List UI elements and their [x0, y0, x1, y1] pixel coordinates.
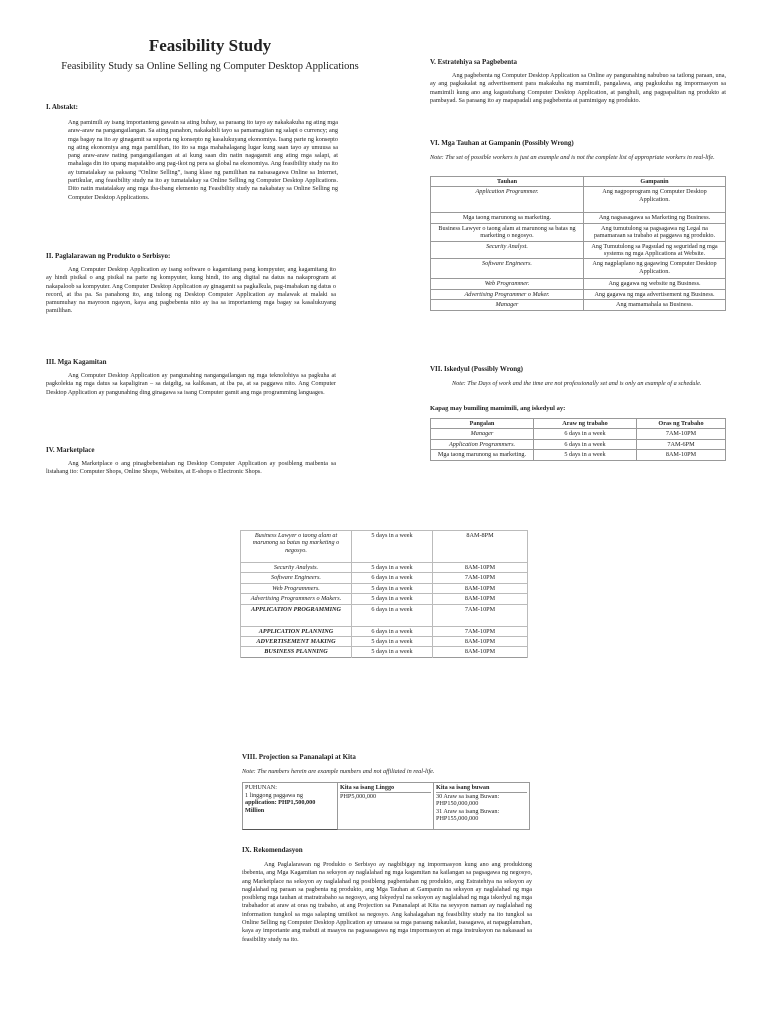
table-header: Pangalan [431, 419, 534, 429]
document-title: Feasibility Study [148, 36, 272, 55]
table-row [431, 241, 726, 259]
monthly-income-title: Kita sa isang buwan [436, 784, 527, 793]
section-1-body: Ang pamimili ay isang importanteng gawain sa ating buhay, sa paraang ito tayo ay nakakakuha ng ating mga araw-araw na pangangailangan. Sa ating panahon, nakakabili tayo sa pamamagitan ng salapi o currency; ang mga bagay na ito ay ginagamit sa suporta ng konsepto ng kasalukuyang ekonomiya. Isang parte ng konsepto ng ating ekonomiya ang mga pamilihan, ito ito sa mga mahahalagang lugar kung saan tayo ay umuusa sa pang araw-araw nating pangangailangan at ai kung saan din natin nagagamit ang ating mga salapi, at mahalaga din ito upang mapatakbo ang pag-ikot ng pera sa global na ekonomiya. Ang feasibility study na ito ay tumatalakay sa paksang “Online Selling”, isang klase ng pamilihan na naisasagawa Online sa Internet, partikular, ang feasibility study na ito ay tumatalakay sa Online Selling ng Computer Desktop Applications. Dito natin matatalakay ang mga iba-ibang elemento ng Feasibility study na nakabatay sa Online Selling ng Computer Desktop Applications. [68, 119, 338, 201]
table-cell: 7AM-6PM [637, 439, 726, 449]
table-cell: Security Analyst. [431, 241, 584, 259]
table-cell: Mga taong marunong sa marketing. [431, 450, 534, 460]
table-row [431, 279, 726, 289]
section-3-body: Ang Computer Desktop Application ay pangunahing nangangailangan ng mga teknolohiya sa pagkuha at pagkolekta ng mga datus sa kapaligiran – sa daigdig, sa kalikasan, at iba pa, at sa paggawa nito. Ang Computer Desktop Application ay pangunahing ding ginagawa sa isang Computer gamit ang mga programming languages. [46, 372, 336, 396]
table-cell: 6 days in a week [352, 604, 433, 626]
table-row [241, 594, 528, 604]
table-cell: 6 days in a week [534, 439, 637, 449]
table-cell: 6 days in a week [352, 626, 433, 636]
table-header-row [431, 419, 726, 429]
table-cell: 6 days in a week [534, 429, 637, 439]
weekly-income-value: PHP5,000,000 [340, 792, 377, 800]
table-cell: Business Lawyer o taong alam at marunong sa batas ng marketing o negosyo. [431, 223, 584, 241]
table-cell: 5 days in a week [534, 450, 637, 460]
table-cell: Advertising Programmers o Makers. [241, 594, 352, 604]
table-cell: Ang Tumutulong sa Pagsulad ng seguridad ng mga systems ng mga Applications at Website. [584, 241, 726, 259]
section-4-body: Ang Marketplace o ang pinagbebentahan ng Desktop Computer Application ay posibleng maibenta sa listahang ito: Computer Shops, Online Shops, Websites, at E-shops o Electronic Shops. [46, 460, 336, 476]
table-cell: Mga taong marunong sa marketing. [431, 213, 584, 223]
table-cell: Application Programmer. [431, 187, 584, 213]
section-7-subheading: Kapag may bumiling mamimili, ang iskedyul ay: [430, 405, 566, 412]
table-cell: 5 days in a week [352, 563, 433, 573]
monthly-income-line: PHP150,000,000 [436, 800, 479, 808]
table-row [431, 289, 726, 299]
table-header: Tauhan [431, 177, 584, 187]
table-cell: 8AM-10PM [433, 594, 528, 604]
schedule-table-continued [240, 530, 528, 658]
table-cell: 7AM-10PM [433, 604, 528, 626]
table-cell: 7AM-10PM [433, 573, 528, 583]
table-row [241, 563, 528, 573]
table-cell: Ang nagsasagawa sa Marketing ng Business. [584, 213, 726, 223]
capital-cell [242, 782, 338, 830]
table-cell: Software Engineers. [241, 573, 352, 583]
table-row [241, 583, 528, 593]
table-row [241, 647, 528, 657]
financial-table [242, 782, 530, 832]
table-cell: Ang gagawa ng website ng Business. [584, 279, 726, 289]
weekly-income-title: Kita sa isang Linggo [340, 784, 431, 793]
capital-title: PUHUNAN: [245, 784, 277, 791]
table-cell: Application Programmers. [431, 439, 534, 449]
table-row [431, 450, 726, 460]
table-cell: 5 days in a week [352, 647, 433, 657]
table-header: Oras ng Trabaho [637, 419, 726, 429]
table-row [241, 637, 528, 647]
table-cell: Ang mamamahala sa Business. [584, 300, 726, 310]
table-cell: Manager [431, 300, 584, 310]
table-cell: Advertising Programmer o Maker. [431, 289, 584, 299]
table-cell: 8AM-10PM [433, 647, 528, 657]
table-row [431, 213, 726, 223]
table-cell: 8AM-8PM [433, 531, 528, 563]
table-row [241, 626, 528, 636]
table-cell: 8AM-10PM [433, 583, 528, 593]
section-9-body: Ang Paglalarawan ng Produkto o Serbisyo ay nagbibigay ng impormasyon kung ano ang produktong ibebenta, ang Mga Kagamitan na seksyon ay naglalahad ng mga kagamitan na kailangan sa pagsagawa ng negosyo, ang Marketplace na seksyon ay naglalahad ng posibleng pagbentahan ng produkto, ang Estratehiya na seksyon ay naglalahad ng paraan sa pagbenta ng produkto, ang Mga Tauhan at Gampanin na seksyon ay naglalahad ng mga posibleng mga tauhan at matratrabaho sa negosyo, ang Iskyedyul na seksyon ay naglalahad ng mga iskedyul ng mga trabahador at araw at oras ng trabaho, at ang Projection sa Pananalapi at Kita na seysyon naman ay naglalahad ng information tungkol sa mga salaping umiikot sa negosyo. Ang kahalagahan ng feasibility study na ito tungkol sa Online Selling ng Computer Desktop Application ay umaasa sa mga paraang nakaulat, isasagawa, at napagplanuhan, kaya ay importante ang mabuti at maayos na pagsasagawa ng mga impormasyon at mga instruksyon na nakasaad sa feasibility study na ito. [242, 861, 532, 943]
section-7-note: Note: The Days of work and the time are not professionally set and is only an example of a schedule. [452, 380, 702, 387]
monthly-income-line: 31 Araw sa isang Buwan: [436, 807, 500, 815]
table-cell: Ang gagawa ng mga advertisement ng Business. [584, 289, 726, 299]
section-3-heading: III. Mga Kagamitan [46, 358, 107, 366]
table-cell: APPLICATION PROGRAMMING [241, 604, 352, 626]
weekly-income-cell [338, 782, 434, 830]
table-cell: 5 days in a week [352, 637, 433, 647]
table-cell: Manager [431, 429, 534, 439]
table-row [241, 604, 528, 626]
capital-line: 1 linggong paggawa ng [245, 791, 303, 799]
table-row [431, 429, 726, 439]
table-row [241, 573, 528, 583]
table-cell: 8AM-10PM [637, 450, 726, 460]
capital-line: Million [245, 806, 265, 814]
table-row [431, 187, 726, 213]
table-cell: Security Analysts. [241, 563, 352, 573]
section-2-body: Ang Computer Desktop Application ay isang software o kagamitang pang kompyuter, ang kagamitang ito ay hindi pisikal o ang pisikal na parte ng kompyuter, kung hindi, ito ang digital na datus na nakaprogram at nakapaloob sa kompyuter. Ang Computer Desktop Application ay ginagamit sa pagkalkula, pag-imabakan ng datus o record, at iba pa. Sa panahong ito, ang tulong ng Desktop Computer Application ay malawak at malaki sa pamumuhay na mayroon ngayon, kaya ang pagbebenta nito ay isa sa importanteng mga bagay sa kasalukuyang pamilihan. [46, 266, 336, 315]
section-5-body: Ang pagbebenta ng Computer Desktop Application sa Online ay pangunahing nabubuo sa tatlong paraan, una, ay ang pagkakalat ng advertisement para makakuha ng mamimili, pangalawa, ang pagkukuha ng impormasyon sa mamimili kung ano ang kagustuhang Computer Desktop Application, at panghuli, ang pagpapalitan ng produkto at pambayad. Sa paraang ito ay mapapadali ang pagbebenta at pamimigay ng produkto. [430, 72, 726, 104]
table-row [431, 300, 726, 310]
section-4-heading: IV. Marketplace [46, 446, 95, 454]
section-5-heading: V. Estratehiya sa Pagbebenta [430, 58, 517, 66]
table-cell: ADVERTISEMENT MAKING [241, 637, 352, 647]
table-header: Gampanin [584, 177, 726, 187]
table-cell: BUSINESS PLANNING [241, 647, 352, 657]
table-row [241, 531, 528, 563]
table-cell: Ang tumutulong sa pagsagawa ng Legal na pamamaraan sa trabaho at paggawa ng produkto. [584, 223, 726, 241]
monthly-income-line: PHP155,000,000 [436, 815, 479, 823]
table-cell: 7AM-10PM [637, 429, 726, 439]
section-6-note: Note: The set of possible workers is just an example and is not the complete list of appropriate workers in real-life. [430, 154, 715, 161]
monthly-income-cell [434, 782, 530, 830]
schedule-table [430, 418, 726, 461]
section-9-heading: IX. Rekomendasyon [242, 846, 303, 854]
table-header: Araw ng trabaho [534, 419, 637, 429]
table-cell: 8AM-10PM [433, 563, 528, 573]
table-cell: Ang nagplaplano ng gagawing Computer Desktop Application. [584, 259, 726, 279]
table-cell: 5 days in a week [352, 583, 433, 593]
workers-table [430, 176, 726, 311]
document-subtitle: Feasibility Study sa Online Selling ng Computer Desktop Applications [61, 61, 359, 72]
table-row [431, 223, 726, 241]
table-cell: Ang nagpoprogram ng Computer Desktop Application. [584, 187, 726, 213]
table-cell: Software Engineers. [431, 259, 584, 279]
table-cell: APPLICATION PLANNING [241, 626, 352, 636]
section-7-heading: VII. Iskedyul (Possibly Wrong) [430, 365, 523, 373]
table-row [431, 259, 726, 279]
table-header-row [431, 177, 726, 187]
section-8-heading: VIII. Projection sa Pananalapi at Kita [242, 753, 356, 761]
table-cell: Web Programmers. [241, 583, 352, 593]
table-cell: Web Programmer. [431, 279, 584, 289]
section-2-heading: II. Paglalarawan ng Produkto o Serbisyo: [46, 252, 171, 260]
table-cell: 7AM-10PM [433, 626, 528, 636]
table-cell: 5 days in a week [352, 531, 433, 563]
section-1-heading: I. Abstakt: [46, 103, 78, 111]
table-cell: 8AM-10PM [433, 637, 528, 647]
section-6-heading: VI. Mga Tauhan at Gampanin (Possibly Wrong) [430, 139, 574, 147]
table-row [431, 439, 726, 449]
table-cell: 6 days in a week [352, 573, 433, 583]
table-cell: Business Lawyer o taong alam at marunong sa batas ng marketing o negosyo. [241, 531, 352, 563]
monthly-income-line: 30 Araw sa isang Buwan: [436, 792, 500, 800]
section-8-note: Note: The numbers herein are example numbers and not affiliated in real-life. [242, 768, 435, 775]
capital-line: application: PHP1,500,000 [245, 799, 316, 807]
table-cell: 5 days in a week [352, 594, 433, 604]
